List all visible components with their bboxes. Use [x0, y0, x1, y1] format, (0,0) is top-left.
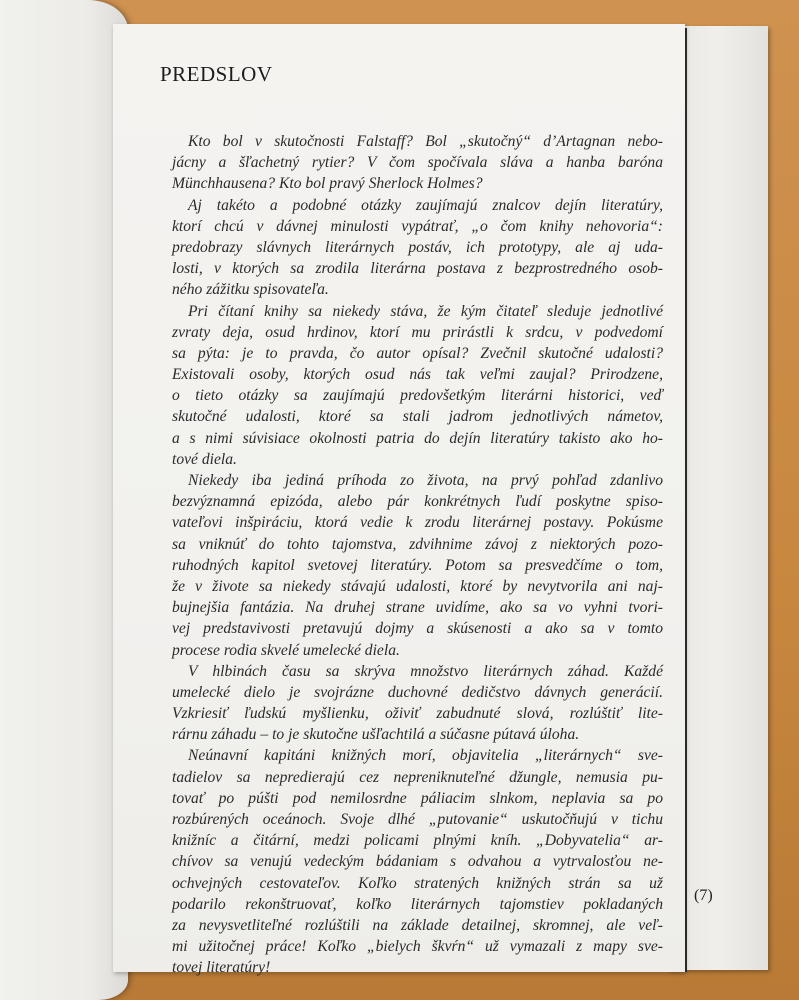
text-line: za nevysvetliteľné rozlúštili na základe detailnej, skromnej, ale veľ-: [172, 916, 663, 934]
text-line: Existovali osoby, ktorých osud nás tak veľmi zaujal? Prirodzene,: [172, 366, 663, 384]
left-page: [0, 0, 128, 1000]
text-line: tovej literatúry!: [172, 959, 271, 977]
text-line: sa vniknúť do tohto tajomstva, zdvihnime závoj z niektorých pozo-: [172, 535, 663, 553]
text-line: rozbúrených oceánoch. Svoje dlhé „putovanie“ uskutočňujú v tichu: [172, 811, 663, 828]
text-line: Pri čítaní knihy sa niekedy stáva, že kým čitateľ sleduje jednotlivé: [188, 302, 663, 320]
text-line: vateľovi inšpiráciu, ktorá vedie k zrodu literárnej postavy. Pokúsme: [172, 514, 663, 532]
text-line: že v živote sa niekedy stávajú udalosti, ktoré by nevytvorila ani naj-: [172, 577, 663, 595]
page-title: PREDSLOV: [160, 62, 273, 86]
text-line: mi užitočnej práce! Koľko „bielych škvŕn“ už vymazali z mapy sve-: [172, 938, 663, 956]
text-line: a s nimi súvisiace okolnosti patria do dejín literatúry takisto ako ho-: [172, 429, 663, 447]
text-line: zvraty deja, osud hrdinov, ktorí mu prirástli k srdcu, v podvedomí: [172, 323, 663, 341]
text-line: ného zážitku spisovateľa.: [172, 281, 329, 299]
page-number: (7): [694, 887, 713, 904]
text-line: jácny a šľachetný rytier? V čom spočívala sláva a hanba baróna: [172, 154, 663, 172]
text-line: Niekedy iba jediná príhoda zo života, na prvý pohľad zdanlivo: [188, 472, 663, 489]
text-line: bezvýznamná epizóda, alebo pár konkrétnych ľudí poskytne spiso-: [172, 493, 663, 511]
text-line: vej predstavivosti pretavujú dojmy a skúsenosti a ako sa v tomto: [172, 620, 663, 638]
text-line: Kto bol v skutočnosti Falstaff? Bol „skutočný“ d’Artagnan nebo-: [188, 133, 663, 150]
text-line: Vzkriesiť ľudskú myšlienku, oživiť zabudnuté slová, rozlúštiť lite-: [172, 705, 663, 723]
text-line: procese rodia skvelé umelecké diela.: [172, 641, 400, 659]
text-line: tovať po púšti pod nemilosrdne páliacim slnkom, neplavia sa po: [172, 789, 663, 807]
text-line: bujnejšia fantázia. Na druhej strane uvidíme, ako sa vo vyhni tvori-: [172, 599, 663, 617]
text-line: chívov sa venujú vedeckým bádaniam s odvahou a vytrvalosťou ne-: [172, 853, 663, 871]
vertical-rule: [685, 28, 687, 972]
text-line: podarilo rekonštruovať, koľko literárnych tajomstiev pokladaných: [172, 895, 663, 913]
text-line: tadielov sa nepredierajú cez nepreniknuteľné džungle, nemusia pu-: [172, 768, 663, 786]
text-line: ruhodných kapitol svetovej literatúry. Potom sa presvedčíme o tom,: [172, 556, 663, 574]
text-line: ochvejných cestovateľov. Koľko stratených knižných strán sa už: [172, 874, 663, 892]
text-line: o tieto otázky sa zaujímajú predovšetkým literárni historici, veď: [172, 387, 663, 405]
text-line: knižníc a čitární, medzi policami plnými kníh. „Dobyvatelia“ ar-: [172, 832, 663, 850]
text-line: tové diela.: [172, 450, 237, 468]
text-line: V hlbinách času sa skrýva množstvo literárnych záhad. Každé: [188, 662, 663, 680]
body-text: [172, 131, 663, 979]
text-line: Neúnavní kapitáni knižných morí, objavitelia „literárnych“ sve-: [188, 747, 663, 765]
text-line: ktorí chcú v dávnej minulosti vypátrať, „o čom knihy nehovoria“:: [172, 217, 663, 235]
text-line: Münchhausena? Kto bol pravý Sherlock Holmes?: [172, 175, 483, 193]
text-line: predobrazy slávnych literárnych postáv, ich prototypy, ale aj uda-: [172, 238, 663, 256]
text-line: losti, v ktorých sa zrodila literárna postava z bezprostredného osob-: [172, 260, 663, 278]
text-line: sa pýta: je to pravda, čo autor opísal? Zvečnil skutočné udalosti?: [172, 344, 663, 362]
text-line: Aj takéto a podobné otázky zaujímajú znalcov dejín literatúry,: [188, 196, 663, 214]
text-line: skutočné udalosti, ktoré sa stali jadrom jednotlivých námetov,: [172, 408, 663, 426]
text-line: rárnu záhadu – to je skutočne ušľachtilá a súčasne pútavá úloha.: [172, 726, 580, 744]
text-line: umelecké dielo je svojrázne duchovné dedičstvo dávnych generácií.: [172, 683, 663, 701]
